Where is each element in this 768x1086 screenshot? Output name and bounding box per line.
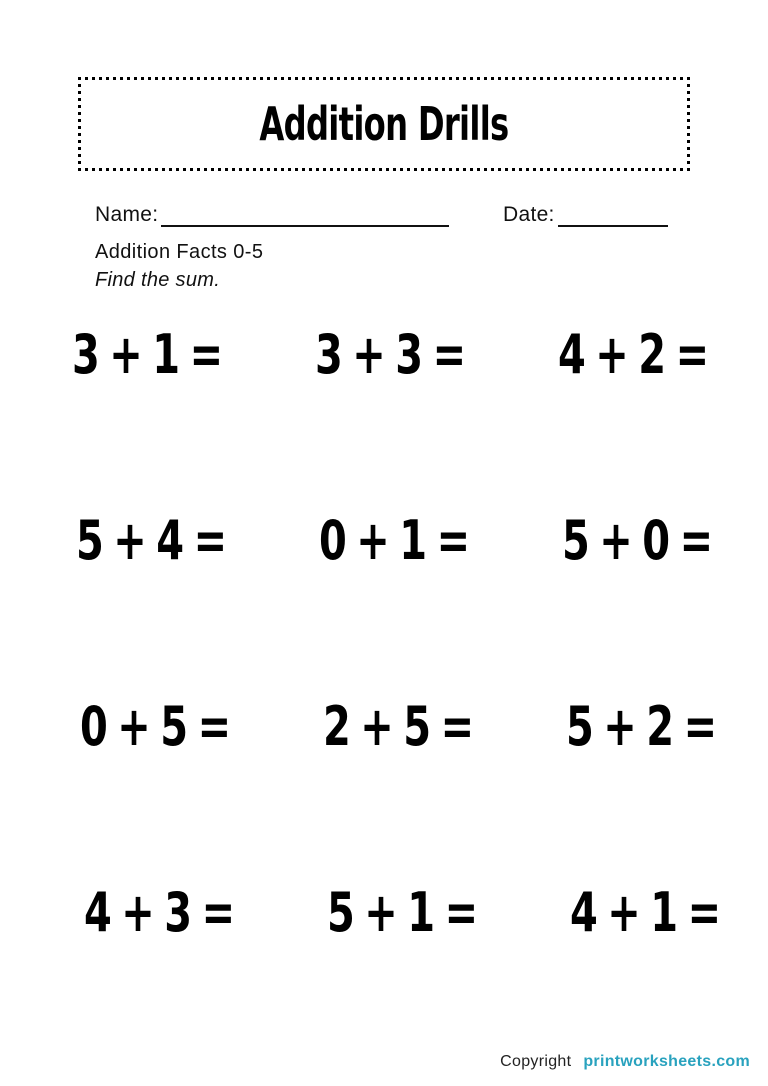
problem-expression: 5 + 2 — [566, 695, 674, 758]
problem-row — [0, 695, 768, 886]
copyright-label: Copyright — [500, 1053, 572, 1070]
problems-grid — [0, 323, 768, 1072]
problem — [327, 881, 570, 944]
name-line — [161, 225, 449, 227]
problem-row — [0, 881, 768, 1072]
worksheet-instruction: Find the sum. — [95, 269, 221, 291]
problem — [315, 323, 558, 386]
page-title: Addition Drills — [259, 97, 509, 151]
problem — [566, 695, 768, 758]
problem-expression: 3 + 3 — [315, 323, 423, 386]
worksheet-subtitle: Addition Facts 0-5 — [95, 241, 264, 263]
problem — [72, 323, 315, 386]
problem — [84, 881, 327, 944]
footer — [500, 1053, 750, 1071]
equals-sign: = — [683, 695, 717, 758]
site-link[interactable]: printworksheets.com — [583, 1053, 750, 1070]
problem-expression: 5 + 0 — [562, 509, 670, 572]
problem-expression: 0 + 1 — [319, 509, 427, 572]
name-field — [95, 203, 449, 227]
problem — [323, 695, 566, 758]
problem-expression: 4 + 2 — [558, 323, 666, 386]
problem — [76, 509, 319, 572]
problem-expression: 5 + 1 — [327, 881, 435, 944]
problem — [80, 695, 323, 758]
equals-sign: = — [440, 695, 474, 758]
problem-expression: 2 + 5 — [323, 695, 431, 758]
problem-expression: 3 + 1 — [72, 323, 180, 386]
name-label: Name: — [95, 203, 159, 226]
equals-sign: = — [444, 881, 478, 944]
title-box — [78, 77, 690, 171]
problem — [558, 323, 768, 386]
equals-sign: = — [436, 509, 470, 572]
problem — [570, 881, 768, 944]
problem-expression: 4 + 1 — [570, 881, 678, 944]
equals-sign: = — [201, 881, 235, 944]
date-label: Date: — [503, 203, 555, 226]
equals-sign: = — [189, 323, 223, 386]
problem-row — [0, 323, 768, 514]
problem — [562, 509, 768, 572]
equals-sign: = — [679, 509, 713, 572]
problem-expression: 0 + 5 — [80, 695, 188, 758]
equals-sign: = — [675, 323, 709, 386]
equals-sign: = — [197, 695, 231, 758]
problem — [319, 509, 562, 572]
equals-sign: = — [193, 509, 227, 572]
equals-sign: = — [687, 881, 721, 944]
equals-sign: = — [432, 323, 466, 386]
problem-expression: 4 + 3 — [84, 881, 192, 944]
problem-expression: 5 + 4 — [76, 509, 184, 572]
problem-row — [0, 509, 768, 700]
date-field — [503, 203, 668, 227]
date-line — [558, 225, 668, 227]
